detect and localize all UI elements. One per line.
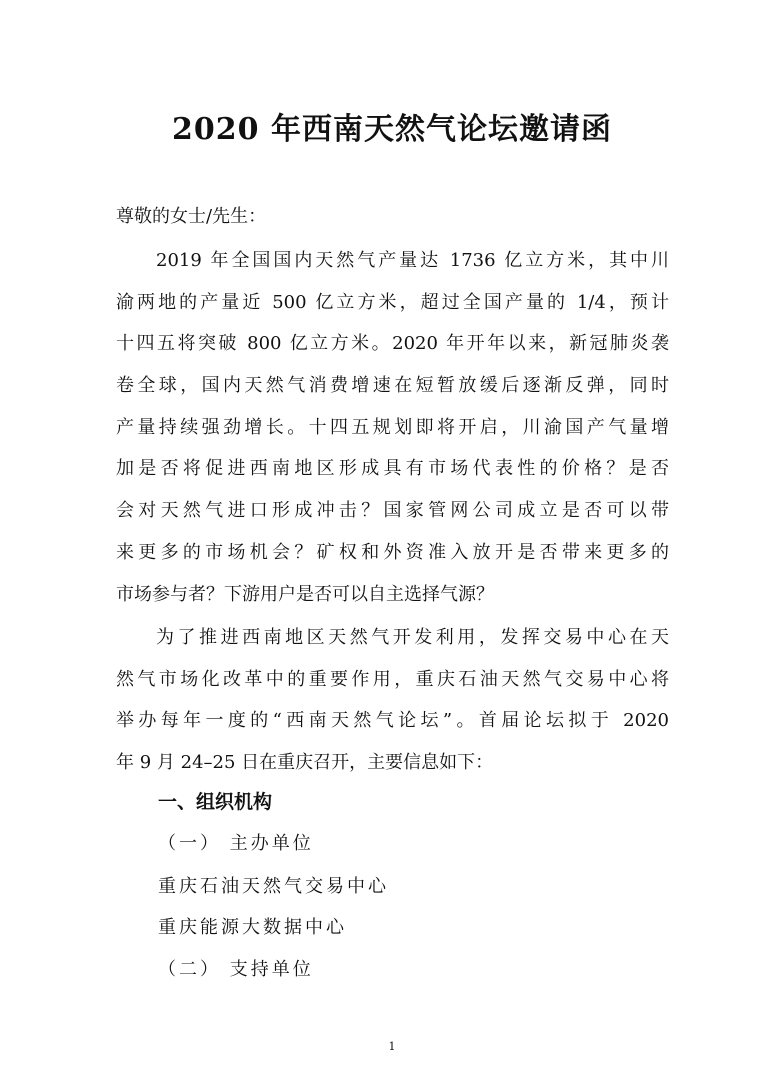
paragraph-line: 渝两地的产量近 500 亿立方米，超过全国产量的 1/4，预计 (116, 291, 669, 313)
paragraph-line: 加是否将促进西南地区形成具有市场代表性的价格？是否 (116, 458, 669, 480)
paragraph-line: 产量持续强劲增长。十四五规划即将开启，川渝国产气量增 (116, 416, 669, 438)
paragraph-line: 市场参与者？下游用户是否可以自主选择气源？ (116, 583, 494, 605)
paragraph-line: 年 9 月 24–25 日在重庆召开，主要信息如下： (116, 752, 494, 774)
list-item: （一） 主办单位 (158, 833, 314, 854)
list-item: 重庆石油天然气交易中心 (158, 876, 389, 897)
salutation: 尊敬的女士/先生： (116, 206, 267, 227)
paragraph-line: 来更多的市场机会？矿权和外资准入放开是否带来更多的 (116, 541, 669, 563)
page-title: 2020 年西南天然气论坛邀请函 (172, 112, 612, 147)
paragraph-line: 会对天然气进口形成冲击？国家管网公司成立是否可以带 (116, 500, 669, 522)
section-heading: 一、组织机构 (158, 791, 273, 813)
paragraph-line: 然气市场化改革中的重要作用，重庆石油天然气交易中心将 (116, 668, 669, 690)
page-number: 1 (388, 1040, 396, 1053)
paragraph-line: 2019 年全国国内天然气产量达 1736 亿立方米，其中川 (156, 250, 669, 271)
list-item: （二） 支持单位 (158, 959, 314, 980)
list-item: 重庆能源大数据中心 (158, 917, 347, 938)
paragraph-line: 举办每年一度的“西南天然气论坛”。首届论坛拟于 2020 (116, 710, 669, 732)
paragraph-forum-info (116, 617, 669, 784)
paragraph-intro (116, 240, 669, 615)
paragraph-line: 十四五将突破 800 亿立方米。2020 年开年以来，新冠肺炎袭 (116, 333, 669, 355)
paragraph-line: 为了推进西南地区天然气开发利用，发挥交易中心在天 (156, 627, 669, 648)
paragraph-line: 卷全球，国内天然气消费增速在短暂放缓后逐渐反弹，同时 (116, 375, 669, 397)
